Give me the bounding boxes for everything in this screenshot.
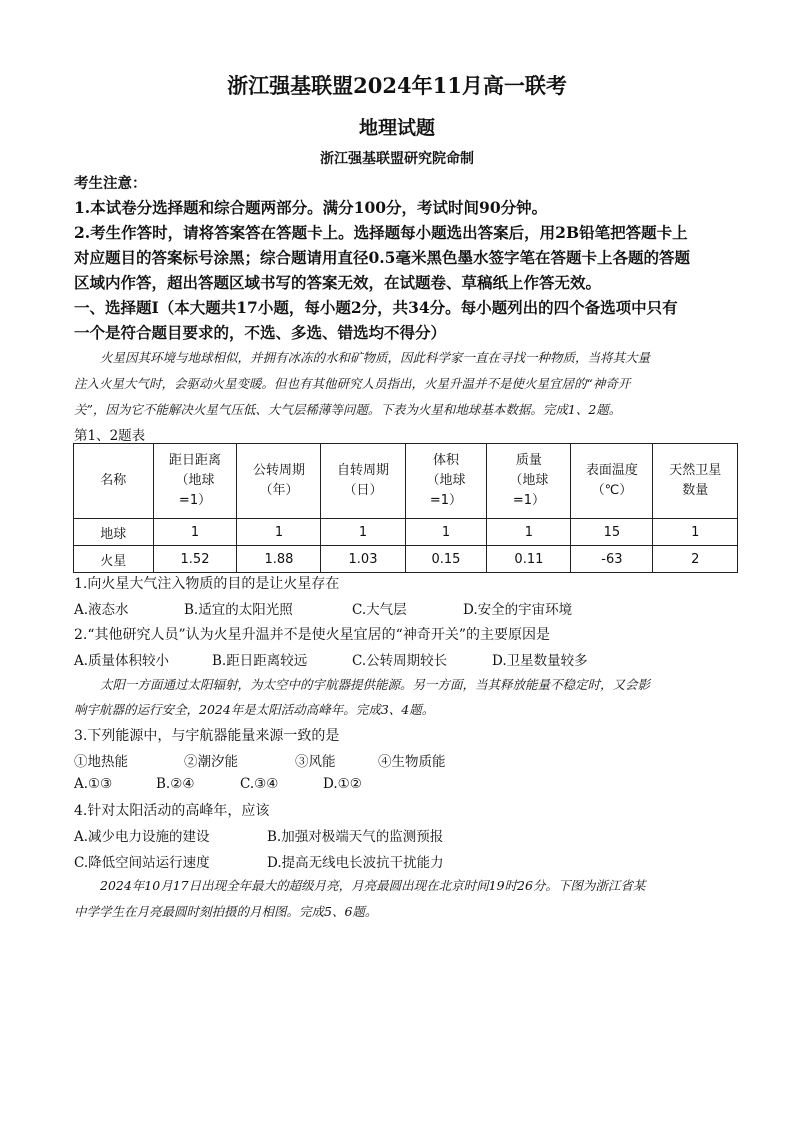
table-header-cell: 距日距离 （地球 =1） <box>153 444 237 519</box>
section-1-heading-line-1: 一、选择题Ⅰ（本大题共17小题，每小题2分，共34分。每小题列出的四个备选项中只有 <box>74 298 678 317</box>
table-row <box>74 546 738 573</box>
table-header-cell: 表面温度 （℃） <box>571 444 653 519</box>
table-row <box>74 519 738 546</box>
table-header-cell: 天然卫星 数量 <box>653 444 738 519</box>
question-1-option-a: A.液态水 <box>74 602 129 618</box>
question-3-stem: 3.下列能源中，与宇航器能量来源一致的是 <box>74 728 340 744</box>
table-cell: 1 <box>153 519 237 546</box>
table-cell: 地球 <box>74 519 154 546</box>
table-cell: 2 <box>653 546 738 573</box>
table-cell: 1.88 <box>237 546 321 573</box>
question-4-option-d: D.提高无线电长波抗干扰能力 <box>267 855 444 871</box>
passage-1-line-1: 火星因其环境与地球相似，并拥有冰冻的水和矿物质，因此科学家一直在寻找一种物质，当将其大量 <box>100 350 651 365</box>
question-2-option-c: C.公转周期较长 <box>352 653 448 669</box>
table-cell: 15 <box>571 519 653 546</box>
table-caption: 第1、2题表 <box>74 428 146 444</box>
table-cell: 火星 <box>74 546 154 573</box>
question-2-option-a: A.质量体积较小 <box>74 653 170 669</box>
table-cell: 1 <box>653 519 738 546</box>
section-1-heading-line-2: 一个是符合题目要求的，不选、多选、错选均不得分） <box>74 323 447 342</box>
question-3-item-2: ②潮汐能 <box>184 754 238 770</box>
table-cell: 0.11 <box>487 546 571 573</box>
notice-item-2-line-1: 2.考生作答时，请将答案答在答题卡上。选择题每小题选出答案后，用2B铅笔把答题卡上 <box>74 223 688 242</box>
passage-3-line-1: 2024年10月17日出现全年最大的超级月亮，月亮最圆出现在北京时间19时26分。下图为浙江省某 <box>100 878 646 893</box>
table-header-cell: 质量 （地球 =1） <box>487 444 571 519</box>
notice-item-2-line-2: 对应题目的答案标号涂黑；综合题请用直径0.5毫米黑色墨水签字笔在答题卡上各题的答题 <box>74 248 690 267</box>
question-3-item-3: ③风能 <box>295 754 336 770</box>
question-4-stem: 4.针对太阳活动的高峰年，应该 <box>74 803 270 819</box>
table-header-cell: 自转周期 （日） <box>321 444 405 519</box>
notice-heading: 考生注意： <box>74 175 147 192</box>
table-header-cell: 公转周期 （年） <box>237 444 321 519</box>
question-3-option-a: A.①③ <box>74 776 113 792</box>
question-3-option-b: B.②④ <box>156 776 195 792</box>
planet-data-table <box>73 443 738 573</box>
notice-item-1: 1.本试卷分选择题和综合题两部分。满分100分，考试时间90分钟。 <box>74 198 548 217</box>
table-header-row <box>74 444 738 519</box>
author-line: 浙江强基联盟研究院命制 <box>320 151 474 167</box>
table-cell: 1 <box>237 519 321 546</box>
subject-title: 地理试题 <box>358 117 435 139</box>
question-4-option-c: C.降低空间站运行速度 <box>74 855 210 871</box>
passage-2-line-2: 响宇航器的运行安全，2024年是太阳活动高峰年。完成3、4题。 <box>74 702 435 717</box>
passage-1-line-3: 关”，因为它不能解决火星气压低、大气层稀薄等问题。下表为火星和地球基本数据。完成1、2题。 <box>74 402 622 417</box>
table-header-cell: 名称 <box>74 444 154 519</box>
notice-item-2-line-3: 区域内作答，超出答题区域书写的答案无效，在试题卷、草稿纸上作答无效。 <box>74 273 602 292</box>
question-1-option-d: D.安全的宇宙环境 <box>463 602 573 618</box>
table-cell: 1 <box>321 519 405 546</box>
question-1-option-b: B.适宜的太阳光照 <box>184 602 293 618</box>
passage-3-line-2: 中学学生在月亮最圆时刻拍摄的月相图。完成5、6题。 <box>74 904 378 919</box>
table-cell: 1.52 <box>153 546 237 573</box>
question-4-option-a: A.减少电力设施的建设 <box>74 829 210 845</box>
table-cell: 1 <box>405 519 487 546</box>
exam-title: 浙江强基联盟2024年11月高一联考 <box>227 73 567 98</box>
question-4-option-b: B.加强对极端天气的监测预报 <box>267 829 444 845</box>
table-cell: 0.15 <box>405 546 487 573</box>
question-3-option-c: C.③④ <box>240 776 279 792</box>
question-2-option-d: D.卫星数量较多 <box>492 653 588 669</box>
passage-2-line-1: 太阳一方面通过太阳辐射，为太空中的宇航器提供能源。另一方面，当其释放能量不稳定时，又会影 <box>100 677 651 692</box>
question-3-item-4: ④生物质能 <box>378 754 446 770</box>
table-cell: 1 <box>487 519 571 546</box>
question-2-stem: 2.“其他研究人员”认为火星升温并不是使火星宜居的“神奇开关”的主要原因是 <box>74 627 550 643</box>
question-2-option-b: B.距日距离较远 <box>212 653 308 669</box>
question-1-stem: 1.向火星大气注入物质的目的是让火星存在 <box>74 576 340 592</box>
question-3-option-d: D.①② <box>323 776 362 792</box>
passage-1-line-2: 注入火星大气时，会驱动火星变暖。但也有其他研究人员指出，火星升温并不是使火星宜居的“神奇开 <box>74 376 631 391</box>
question-3-item-1: ①地热能 <box>74 754 128 770</box>
table-cell: -63 <box>571 546 653 573</box>
table-header-cell: 体积 （地球 =1） <box>405 444 487 519</box>
question-1-option-c: C.大气层 <box>352 602 407 618</box>
table-cell: 1.03 <box>321 546 405 573</box>
